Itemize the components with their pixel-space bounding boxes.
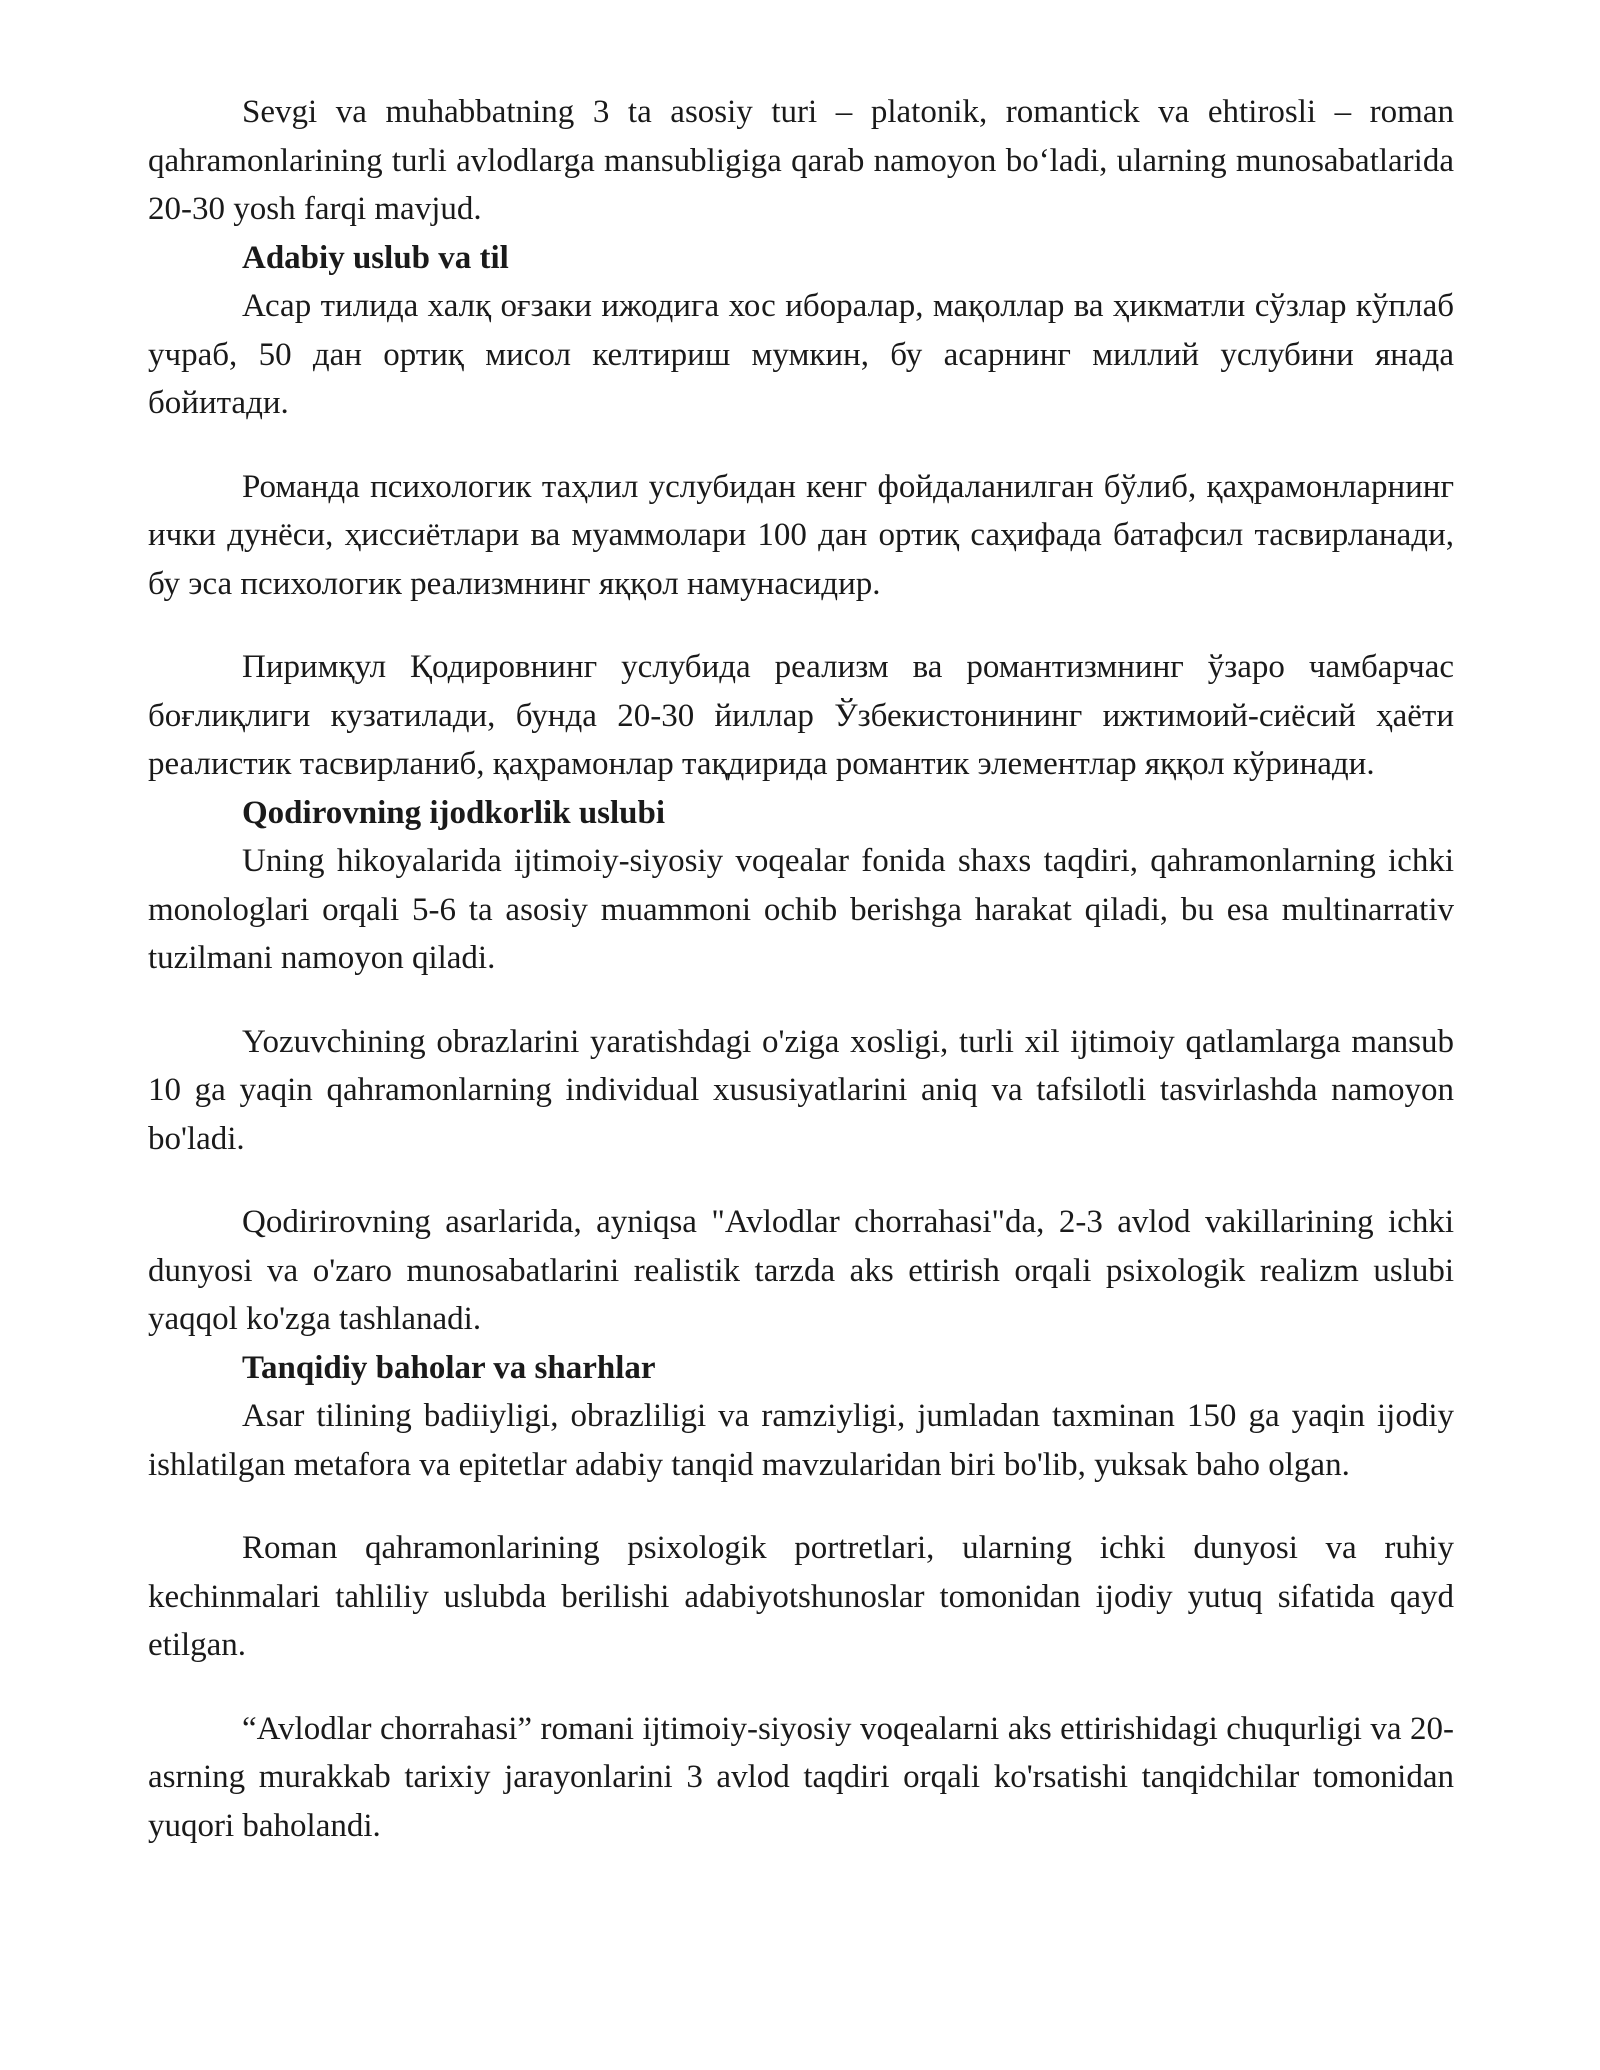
paragraph: Yozuvchining obrazlarini yaratishdagi o'ziga xosligi, turli xil ijtimoiy qatlamlarga mansub 10 ga yaqin qahramonlarning individual xususiyatlarini aniq va tafsilotli tasvirlashda namoyon bo'ladi. <box>148 1023 1454 1157</box>
section-heading-literary-style: Adabiy uslub va til <box>242 239 509 276</box>
paragraph: Uning hikoyalarida ijtimoiy-siyosiy voqealar fonida shaxs taqdiri, qahramonlarning ichki monologlari orqali 5-6 ta asosiy muammoni ochib berishga harakat qiladi, bu esa multinarrativ tuzilmani namoyon qiladi. <box>148 843 1454 976</box>
paragraph: Асар тилида халқ оғзаки ижодига хос иборалар, мақоллар ва ҳикматли сўзлар кўплаб учраб, 50 дан ортиқ мисол келтириш мумкин, бу асарнинг миллий услубини янада бойитади. <box>148 288 1454 421</box>
document-page <box>148 88 1454 1850</box>
section-heading-critical-reviews: Tanqidiy baholar va sharhlar <box>242 1349 656 1386</box>
paragraph: Qodirirovning asarlarida, ayniqsa "Avlodlar chorrahasi"da, 2-3 avlod vakillarining ichki dunyosi va o'zaro munosabatlarini realistik tarzda aks ettirish orqali psixologik realizm uslubi yaqqol ko'zga tashlanadi. <box>148 1204 1454 1337</box>
section-heading-creative-style: Qodirovning ijodkorlik uslubi <box>242 794 666 831</box>
paragraph: Asar tilining badiiyligi, obrazliligi va ramziyligi, jumladan taxminan 150 ga yaqin ijodiy ishlatilgan metafora va epitetlar adabiy tanqid mavzularidan biri bo'lib, yuksak baho olgan. <box>148 1398 1454 1483</box>
paragraph: Романда психологик таҳлил услубидан кенг фойдаланилган бўлиб, қаҳрамонларнинг ички дунёси, ҳиссиётлари ва муаммолари 100 дан ортиқ саҳифада батафсил тасвирланади, бу эса психологик реализмнинг яққол намунасидир. <box>148 468 1454 602</box>
intro-paragraph: Sevgi va muhabbatning 3 ta asosiy turi – platonik, romantick va ehtirosli – roman qahramonlarining turli avlodlarga mansubligiga qarab namoyon boʻladi, ularning munosabatlarida 20-30 yosh farqi mavjud. <box>148 94 1454 227</box>
paragraph: Пиримқул Қодировнинг услубида реализм ва романтизмнинг ўзаро чамбарчас боғлиқлиги кузатилади, бунда 20-30 йиллар Ўзбекистонининг ижтимоий-сиёсий ҳаёти реалистик тасвирланиб, қаҳрамонлар тақдирида романтик элементлар яққол кўринади. <box>148 649 1454 782</box>
paragraph: Roman qahramonlarining psixologik portretlari, ularning ichki dunyosi va ruhiy kechinmalari tahliliy uslubda berilishi adabiyotshunoslar tomonidan ijodiy yutuq sifatida qayd etilgan. <box>148 1530 1454 1663</box>
paragraph: “Avlodlar chorrahasi” romani ijtimoiy-siyosiy voqealarni aks ettirishidagi chuqurligi va 20-asrning murakkab tarixiy jarayonlarini 3 avlod taqdiri orqali ko'rsatishi tanqidchilar tomonidan yuqori baholandi. <box>148 1710 1454 1844</box>
